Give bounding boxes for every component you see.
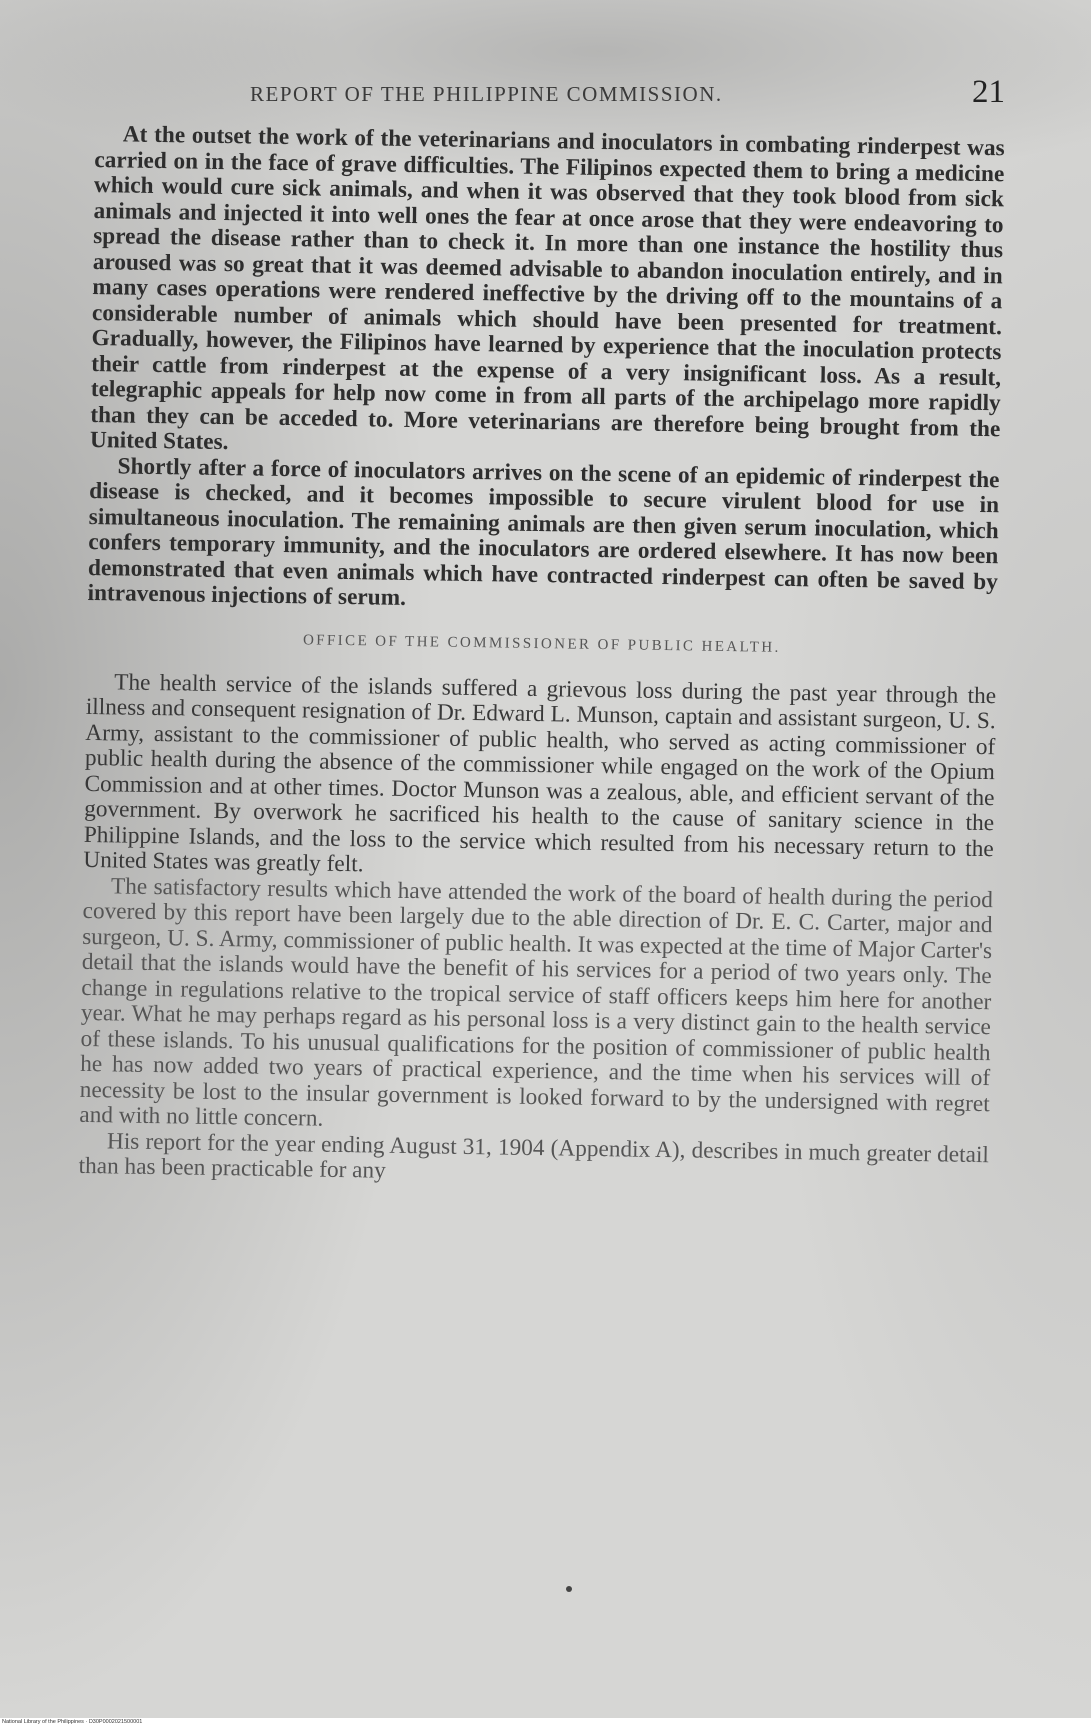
ink-dot [566,1586,572,1592]
section-heading: OFFICE OF THE COMMISSIONER OF PUBLIC HEALTH. [302,631,781,656]
paragraph-health-service: The health service of the islands suffered a grievous loss during the past year through the illness and consequent resignation of Dr. Edward L. Munson, captain and assistant surgeon, U. S. Army, assistant to the commissioner of public health, who served as acting commissioner of public health during the absence of the commissioner while engaged on the work of the Opium Commission and at other times. Doctor Munson was a zealous, able, and efficient servant of the government. By overwork he sacrificed his health to the cause of sanitary science in the Philippine Islands, and the loss to the service which resulted from his necessary return to the United States was greatly felt. [83,668,997,878]
paragraph-satisfactory-results: The satisfactory results which have attended the work of the board of health during the period covered by this report have been largely due to the able direction of Dr. E. C. Carter, major and surgeon, U. S. Army, commissioner of public health. It was expected at the time of Major Carter's detail that the islands would have the benefit of his services for a period of two years only. The change in regulations relative to the tropical service of staff officers keeps him here for another year. What he may perhaps regard as his personal loss is a very distinct gain to the health service of these islands. To his unusual qualifications for the position of commissioner of public health he has now added two years of practical experience, and the time when his services will of necessity be lost to the insular government is looked forward to by the undersigned with regret and with no little concern. [79,872,994,1132]
source-line: National Library of the Philippines · D30P0002021500001 [2,1719,143,1725]
running-head [95,74,1005,118]
paragraph-inoculators: Shortly after a force of inoculators arrives on the scene of an epidemic of rinderpest the disease is checked, and it becomes impossible to secure virulent blood for use in simultaneous inoculation. The remaining animals are then given serum inoculation, which confers temporary immunity, and the inoculators are ordered elsewhere. It has now been demonstrated that even animals which have contracted rinderpest can often be saved by intravenous injections of serum. [87,452,1000,611]
paragraph-report-year: His report for the year ending August 31, 1904 (Appendix A), describes in much greater detail than has been practicable for any [78,1127,990,1184]
running-title: REPORT OF THE PHILIPPINE COMMISSION. [250,82,723,106]
paragraph-veterinarians: At the outset the work of the veterinarians and inoculators in combating rinderpest was carried on in the face of grave difficulties. The Filipinos expected them to bring a medicine which would cure sick animals, and when it was observed that they took blood from sick animals and injected it into well ones the fear at once arose that they were endeavoring to spread the disease rather than to check it. In more than one instance the hostility thus aroused was so great that it was deemed advisable to abandon inoculation entirely, and in many cases operations were rendered ineffective by the driving off to the mountains of a considerable number of animals which should have been presented for treatment. Gradually, however, the Filipinos have learned by experience that the inoculation protects their cattle from rinderpest at the expense of a very insignificant loss. As a result, telegraphic appeals for help now come in from all parts of the archipelago more rapidly than they can be acceded to. More veterinarians are therefore being brought from the United States. [89,121,1005,456]
body-text [78,122,1004,1194]
page-number: 21 [972,74,1005,110]
footer-bar [0,1718,1091,1726]
